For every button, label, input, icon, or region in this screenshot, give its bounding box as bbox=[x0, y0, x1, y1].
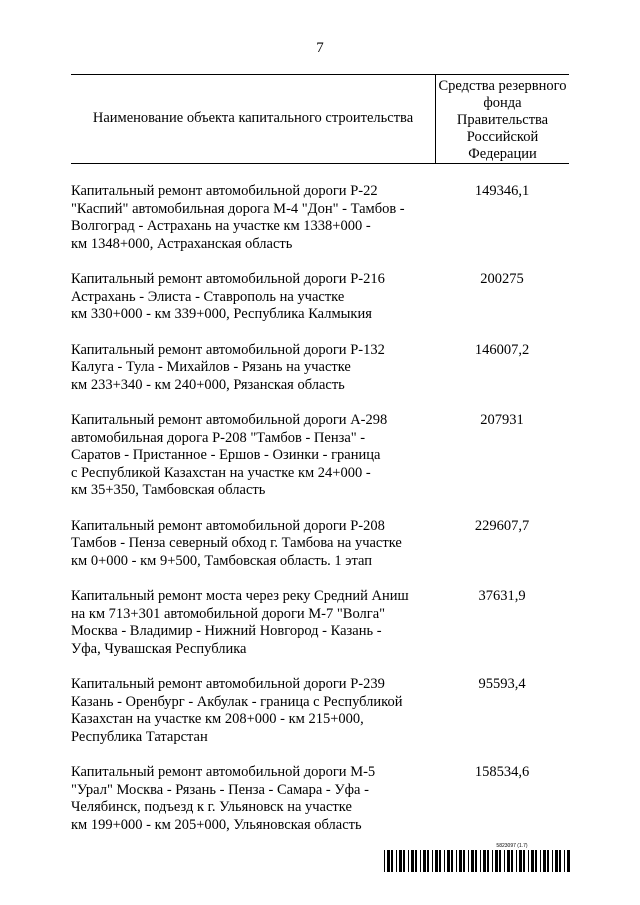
header-bottom-rule bbox=[71, 163, 569, 164]
fund-amount: 149346,1 bbox=[474, 183, 530, 199]
barcode-icon bbox=[384, 850, 570, 872]
page-number: 7 bbox=[316, 40, 324, 56]
table-row bbox=[71, 588, 569, 658]
object-name: Капитальный ремонт автомобильной дороги Р-208 Тамбов - Пенза северный обход г. Тамбова на участке км 0+000 - км 9+500, Тамбовская область. 1 этап bbox=[71, 517, 402, 569]
fund-amount: 37631,9 bbox=[478, 588, 526, 604]
object-name: Капитальный ремонт автомобильной дороги А-298 автомобильная дорога Р-208 "Тамбов - Пенза" - Саратов - Пристанное - Ершов - Озинки - граница с Республикой Казахстан на участке км 24+000 - км 35+350, Тамбовская область bbox=[71, 412, 388, 498]
table-row bbox=[71, 412, 569, 500]
header-object-name: Наименование объекта капитального строительства bbox=[92, 110, 414, 126]
fund-amount: 207931 bbox=[480, 412, 524, 428]
object-name: Капитальный ремонт автомобильной дороги Р-216 Астрахань - Элиста - Ставрополь на участке км 330+000 - км 339+000, Республика Калмыкия bbox=[71, 271, 385, 322]
table-row bbox=[71, 271, 569, 324]
fund-amount: 146007,2 bbox=[474, 341, 530, 358]
object-name: Капитальный ремонт автомобильной дороги М-5 "Урал" Москва - Рязань - Пенза - Самара - Уфа - Челябинск, подъезд к г. Ульяновск на участке км 199+000 - км 205+000, Ульяновская область bbox=[71, 764, 376, 833]
fund-amount: 158534,6 bbox=[474, 764, 530, 780]
table-row bbox=[71, 676, 569, 746]
object-name: Капитальный ремонт автомобильной дороги Р-22 "Каспий" автомобильная дорога М-4 "Дон" - Тамбов - Волгоград - Астрахань на участке км 1338+000 - км 1348+000, Астраханская область bbox=[71, 183, 405, 252]
object-name: Капитальный ремонт автомобильной дороги Р-132 Калуга - Тула - Михайлов - Рязань на участке км 233+340 - км 240+000, Рязанская область bbox=[71, 341, 385, 393]
document-code: 5823097 (1.7) bbox=[496, 843, 528, 849]
table-row bbox=[71, 764, 569, 834]
object-name: Капитальный ремонт моста через реку Средний Аниш на км 713+301 автомобильной дороги М-7 "Волга" Москва - Владимир - Нижний Новгород - Казань - Уфа, Чувашская Республика bbox=[71, 588, 409, 657]
fund-amount: 95593,4 bbox=[478, 676, 526, 692]
table-row bbox=[71, 183, 569, 253]
fund-amount: 200275 bbox=[480, 271, 524, 287]
table-top-rule bbox=[71, 74, 569, 75]
table-row bbox=[71, 518, 569, 571]
table-body bbox=[71, 183, 569, 852]
object-name: Капитальный ремонт автомобильной дороги Р-239 Казань - Оренбург - Акбулак - граница с Республикой Казахстан на участке км 208+000 - км 215+000, Республика Татарстан bbox=[71, 676, 403, 745]
fund-amount: 229607,7 bbox=[474, 517, 530, 534]
header-reserve-fund: Средства резервного фонда Правительства Российской Федерации bbox=[438, 78, 567, 162]
table-row bbox=[71, 342, 569, 395]
